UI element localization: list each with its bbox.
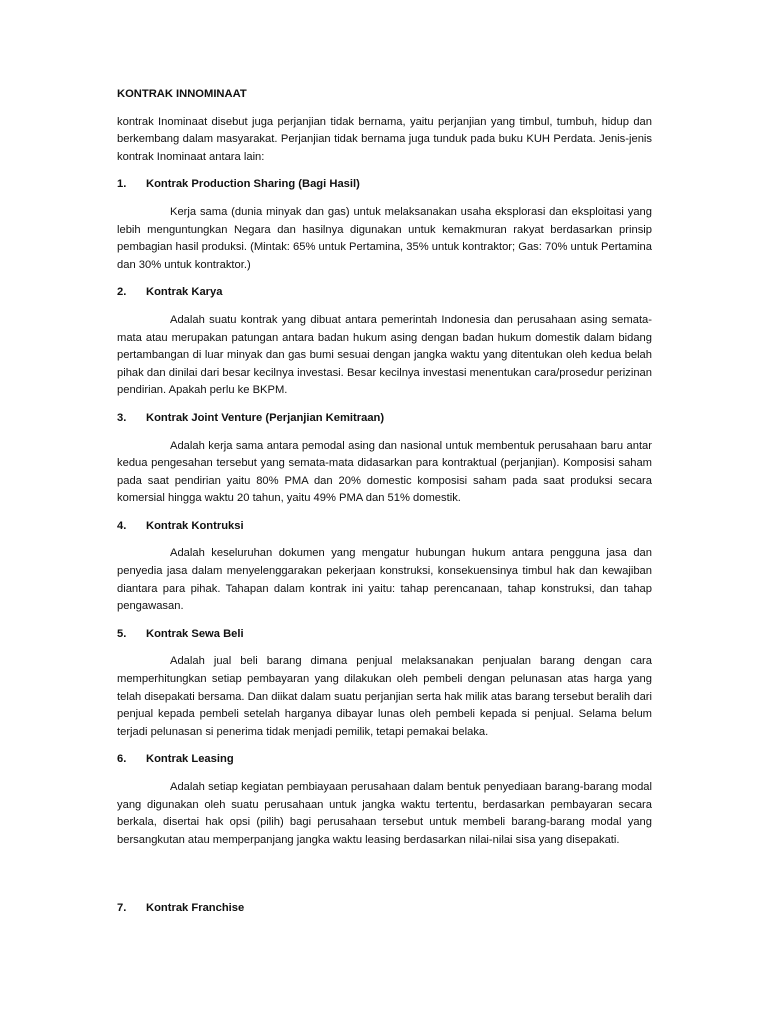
section-heading <box>117 410 652 428</box>
section-number: 1. <box>117 178 127 191</box>
section-number: 7. <box>117 902 127 915</box>
section-heading <box>117 900 652 918</box>
section-number: 6. <box>117 753 127 766</box>
section-body: Kerja sama (dunia minyak dan gas) untuk melaksanakan usaha eksplorasi dan eksploitasi yang lebih menguntungkan Negara dan hasilnya digunakan untuk kemakmuran rakyat berdasarkan prinsip pembagian hasil produksi. (Mintak: 65% untuk Pertamina, 35% untuk kontraktor; Gas: 70% untuk Pertamina dan 30% untuk kontraktor.) <box>117 205 652 271</box>
section-franchise <box>117 900 652 918</box>
section-number: 2. <box>117 286 127 299</box>
section-body: Adalah suatu kontrak yang dibuat antara pemerintah Indonesia dan perusahaan asing semata-mata atau merupakan patungan antara badan hukum asing dengan badan hukum domestik dalam bidang pertambangan di luar minyak dan gas bumi sesuai dengan jangka waktu yang ditentukan oleh kedua belah pihak dan dinilai dari besar kecilnya investasi. Besar kecilnya investasi menentukan cara/prosedur perizinan pendirian. Apakah perlu ke BKPM. <box>117 313 652 397</box>
section-production-sharing <box>117 176 652 274</box>
section-title: Kontrak Joint Venture (Perjanjian Kemitraan) <box>146 411 385 424</box>
section-heading <box>117 751 652 769</box>
section-heading <box>117 284 652 302</box>
section-number: 5. <box>117 627 127 640</box>
section-heading <box>117 626 652 644</box>
intro-paragraph: kontrak Inominaat disebut juga perjanjian tidak bernama, yaitu perjanjian yang timbul, tumbuh, hidup dan berkembang dalam masyarakat. Perjanjian tidak bernama juga tunduk pada buku KUH Perdata. Jenis-jenis kontrak Inominaat antara lain: <box>117 115 652 163</box>
section-joint-venture <box>117 410 652 508</box>
section-body: Adalah kerja sama antara pemodal asing dan nasional untuk membentuk perusahaan baru antar kedua pengesahan tersebut yang semata-mata didasarkan para kontraktual (perjanjian). Komposisi saham pada saat pendirian yaitu 80% PMA dan 20% domestic komposisi saham pada saat produksi secara komersial hingga waktu 20 tahun, yaitu 49% PMA dan 51% domestik. <box>117 439 652 505</box>
section-title: Kontrak Sewa Beli <box>146 627 244 640</box>
section-number: 3. <box>117 411 127 424</box>
section-title: Kontrak Karya <box>146 286 223 299</box>
section-title: Kontrak Leasing <box>146 753 234 766</box>
section-kontruksi <box>117 518 652 616</box>
section-title: Kontrak Franchise <box>146 902 245 915</box>
section-kontrak-karya <box>117 284 652 400</box>
section-leasing <box>117 751 652 849</box>
section-heading <box>117 176 652 194</box>
section-body: Adalah setiap kegiatan pembiayaan perusahaan dalam bentuk penyediaan barang-barang modal yang digunakan oleh suatu perusahaan untuk jangka waktu tertentu, berdasarkan pembayaran secara berkala, disertai hak opsi (pilih) bagi perusahaan tersebut untuk membeli barang-barang modal yang bersangkutan atau memperpanjang jangka waktu leasing berdasarkan nilai-nilai sisa yang disepakati. <box>117 781 652 846</box>
section-body: Adalah keseluruhan dokumen yang mengatur hubungan hukum antara pengguna jasa dan penyedia jasa dalam menyelenggarakan pekerjaan konstruksi, konsekuensinya timbul hak dan kewajiban diantara para pihak. Tahapan dalam kontrak ini yaitu: tahap perencanaan, tahap konstruksi, dan tahap pengawasan. <box>117 547 652 613</box>
section-title: Kontrak Kontruksi <box>146 519 244 532</box>
section-title: Kontrak Production Sharing (Bagi Hasil) <box>146 178 360 191</box>
section-number: 4. <box>117 519 127 532</box>
section-heading <box>117 518 652 536</box>
section-body: Adalah jual beli barang dimana penjual melaksanakan penjualan barang dengan cara memperhitungkan setiap pembayaran yang dilakukan oleh pembeli dengan pelunasan atas harga yang telah disepakati bersama. Dan diikat dalam suatu perjanjian serta hak milik atas barang tersebut beralih dari penjual kepada pembeli setelah harganya dibayar lunas oleh pembeli kepada si penjual. Selama belum terjadi pelunasan si penerima tidak menjadi pemilik, tetapi pemakai belaka. <box>117 655 652 738</box>
section-sewa-beli <box>117 626 652 742</box>
document-title: KONTRAK INNOMINAAT <box>117 88 247 100</box>
document-content <box>117 86 652 928</box>
